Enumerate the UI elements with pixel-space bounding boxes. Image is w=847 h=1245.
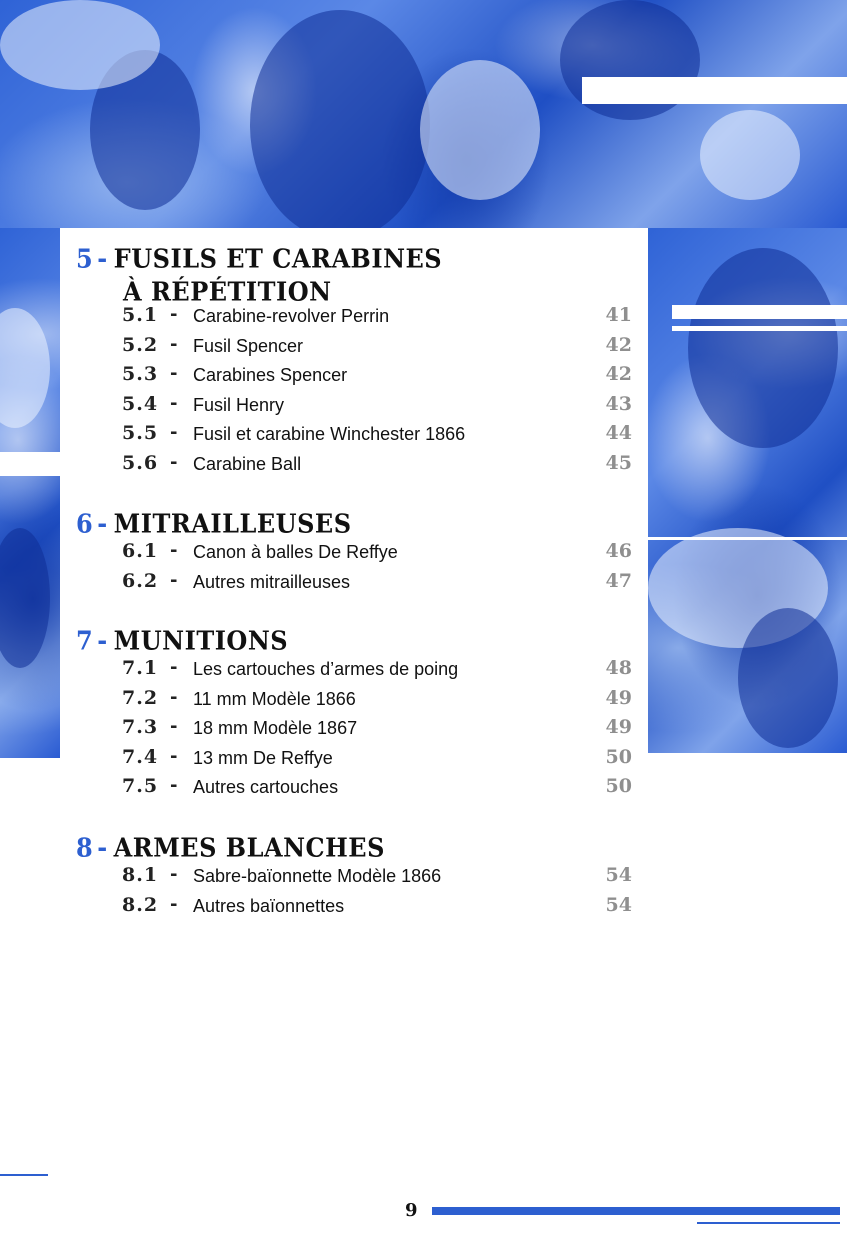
toc-entry[interactable]: 5.6 - Carabine Ball 45 xyxy=(122,452,632,474)
white-stripe-right-thin xyxy=(672,326,847,331)
toc-entry[interactable]: 7.3 - 18 mm Modèle 1867 49 xyxy=(122,716,632,738)
toc-entry[interactable]: 6.2 - Autres mitrailleuses 47 xyxy=(122,570,632,592)
illustration-top xyxy=(0,0,847,228)
white-stripe-left xyxy=(0,452,60,476)
toc-entry[interactable]: 6.1 - Canon à balles De Reffye 46 xyxy=(122,540,632,562)
white-line-right xyxy=(648,537,847,540)
chapter-8-heading: 8 - ARMES BLANCHES xyxy=(76,831,385,863)
white-stripe-right xyxy=(672,305,847,319)
toc-entry[interactable]: 5.4 - Fusil Henry 43 xyxy=(122,393,632,415)
toc-entry[interactable]: 7.1 - Les cartouches d’armes de poing 48 xyxy=(122,657,632,679)
footer-rule-thick xyxy=(432,1207,840,1215)
chapter-7-heading: 7 - MUNITIONS xyxy=(76,624,289,656)
toc-entry[interactable]: 7.2 - 11 mm Modèle 1866 49 xyxy=(122,687,632,709)
white-stripe xyxy=(582,77,847,104)
chapter-6-heading: 6 - MITRAILLEUSES xyxy=(76,507,352,539)
toc-entry[interactable]: 5.5 - Fusil et carabine Winchester 1866 44 xyxy=(122,422,632,444)
footer-rule-left xyxy=(0,1174,48,1176)
illustration-left xyxy=(0,228,60,758)
toc-entry[interactable]: 5.1 - Carabine-revolver Perrin 41 xyxy=(122,304,632,326)
chapter-5-heading: 5 - FUSILS ET CARABINES À RÉPÉTITION xyxy=(76,242,443,307)
page-number: 9 xyxy=(405,1200,418,1221)
toc-entry[interactable]: 7.4 - 13 mm De Reffye 50 xyxy=(122,746,632,768)
toc-entry[interactable]: 8.2 - Autres baïonnettes 54 xyxy=(122,894,632,916)
toc-entry[interactable]: 5.2 - Fusil Spencer 42 xyxy=(122,334,632,356)
footer-rule-thin xyxy=(697,1222,840,1224)
toc-entry[interactable]: 7.5 - Autres cartouches 50 xyxy=(122,775,632,797)
toc-entry[interactable]: 5.3 - Carabines Spencer 42 xyxy=(122,363,632,385)
toc-entry[interactable]: 8.1 - Sabre-baïonnette Modèle 1866 54 xyxy=(122,864,632,886)
